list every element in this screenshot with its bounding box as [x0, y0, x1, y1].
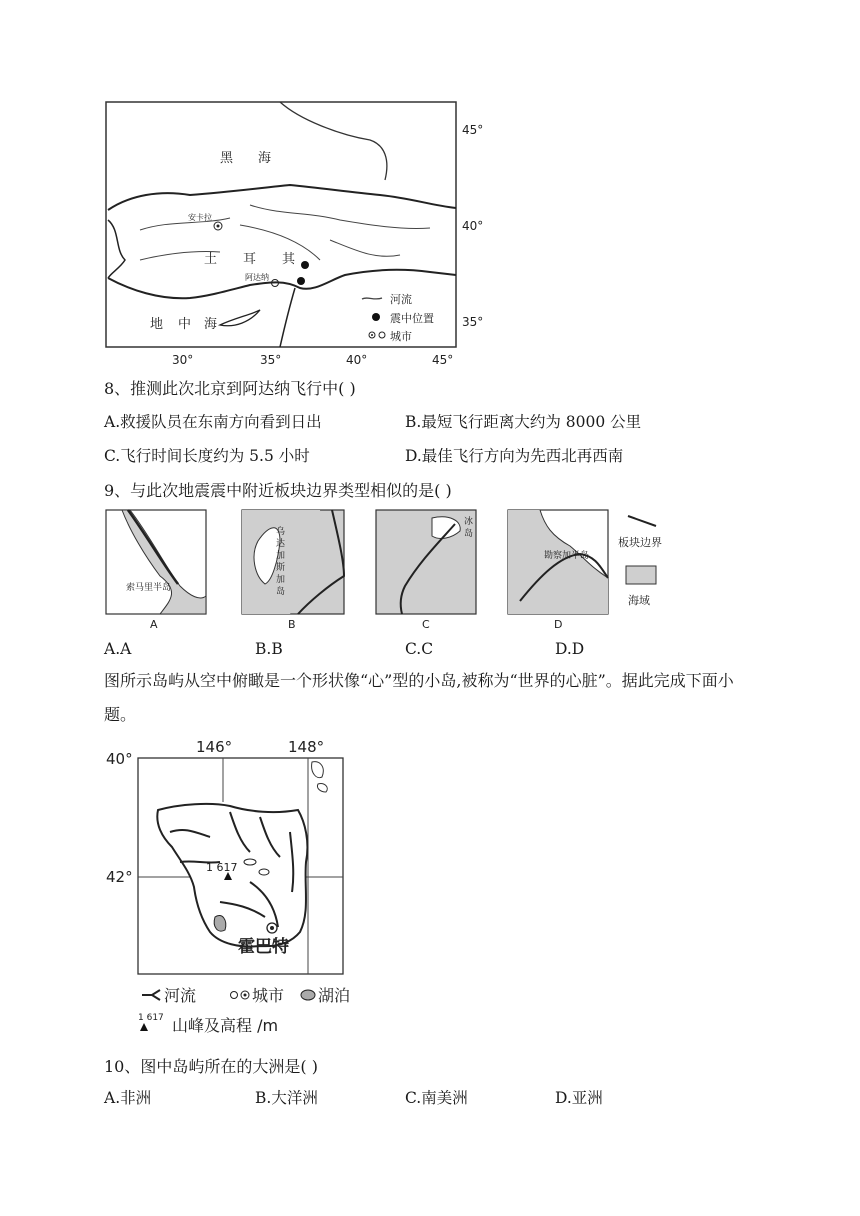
turkey-map [100, 100, 484, 372]
tasmania-map [100, 732, 380, 1040]
label-turkey-1: 土 [204, 252, 218, 267]
q9-option-b[interactable]: B.B [255, 640, 283, 658]
epicenter-marker [297, 277, 305, 285]
label-hobart: 霍巴特 [238, 937, 289, 957]
lon-35: 35° [260, 353, 282, 367]
label-turkey-2: 耳 [243, 252, 257, 267]
legend-city: 城市 [252, 986, 285, 1005]
q8-option-c[interactable]: C.飞行时间长度约为 5.5 小时 [104, 447, 310, 465]
panel-b-text-1: 乌 [276, 527, 286, 537]
label-black-sea-2: 海 [258, 151, 272, 166]
q10-option-c[interactable]: C.南美洲 [405, 1089, 468, 1107]
panel-b-text-4: 斯 [276, 563, 286, 573]
legend-sea: 海域 [628, 594, 650, 607]
panel-b-text-3: 加 [276, 551, 286, 561]
lon-45: 45° [432, 353, 454, 367]
peak-elevation: 1 617 [206, 861, 238, 874]
q10-option-d[interactable]: D.亚洲 [555, 1089, 603, 1107]
q9-stem: 9、与此次地震震中附近板块边界类型相似的是( ) [104, 481, 452, 500]
lon-146: 146° [196, 738, 233, 756]
panel-c-text-2: 岛 [464, 529, 474, 539]
city-ankara-marker [217, 225, 220, 228]
label-med-sea-1: 地 [150, 317, 164, 332]
map-frame [106, 102, 456, 347]
q8-option-a[interactable]: A.救援队员在东南方向看到日出 [104, 413, 322, 431]
legend-river-symbol [142, 990, 160, 1000]
label-med-sea-3: 海 [204, 317, 218, 332]
panel-b-text-2: 达 [276, 539, 286, 549]
lat-35: 35° [462, 315, 484, 329]
legend-city-symbol [244, 994, 247, 997]
legend-epicenter: 震中位置 [390, 312, 434, 325]
legend-peak: 山峰及高程 /m [172, 1016, 279, 1035]
q9-option-a[interactable]: A.A [104, 640, 132, 658]
q10-stem: 10、图中岛屿所在的大洲是( ) [104, 1057, 318, 1076]
lat-45: 45° [462, 123, 484, 137]
lon-40: 40° [346, 353, 368, 367]
legend-boundary: 板块边界 [618, 536, 662, 549]
panel-b-text-6: 岛 [276, 587, 286, 597]
q8-stem: 8、推测此次北京到阿达纳飞行中( ) [104, 379, 356, 398]
panel-b-label: B [288, 618, 296, 631]
q10-option-b[interactable]: B.大洋洲 [255, 1089, 318, 1107]
q10-option-a[interactable]: A.非洲 [104, 1089, 152, 1107]
panel-b-text-5: 加 [276, 575, 286, 585]
label-adana: 阿达纳 [245, 273, 269, 282]
panel-d-label: D [554, 618, 563, 631]
panel-a-label: A [150, 618, 158, 631]
intro-paragraph: 图所示岛屿从空中俯瞰是一个形状像“心”型的小岛,被称为“世界的心脏”。据此完成下面小题。 [104, 671, 734, 724]
epicenter-marker [301, 261, 309, 269]
panel-c-label: C [422, 618, 430, 631]
lat-40: 40° [106, 750, 133, 768]
panel-d-text: 勘察加半岛 [544, 551, 590, 561]
legend-lake-symbol [301, 990, 315, 1000]
lon-148: 148° [288, 738, 325, 756]
panel-c-text-1: 冰 [464, 517, 474, 527]
q8-option-d[interactable]: D.最佳飞行方向为先西北再西南 [405, 447, 624, 465]
label-black-sea-1: 黑 [220, 151, 234, 166]
q9-option-c[interactable]: C.C [405, 640, 434, 658]
label-turkey-3: 其 [282, 252, 296, 267]
legend-city: 城市 [390, 330, 412, 343]
legend-peak-value: 1 617 [138, 1013, 164, 1023]
legend-river: 河流 [164, 986, 197, 1005]
legend-sea-symbol [626, 566, 656, 584]
city-hobart-marker [270, 926, 274, 930]
label-med-sea-2: 中 [178, 317, 192, 332]
q8-option-b[interactable]: B.最短飞行距离大约为 8000 公里 [405, 413, 642, 431]
label-ankara: 安卡拉 [188, 213, 212, 222]
legend-lake: 湖泊 [318, 986, 351, 1005]
legend-epicenter-symbol [372, 313, 380, 321]
panel-a-text: 索马里半岛 [126, 583, 172, 593]
legend-boundary-symbol [628, 516, 656, 526]
legend-river: 河流 [390, 293, 412, 306]
lat-42: 42° [106, 868, 133, 886]
plate-boundary-panels [100, 506, 690, 632]
legend-peak-symbol [140, 1023, 148, 1031]
lat-40: 40° [462, 219, 484, 233]
panel-c [376, 510, 476, 614]
lon-30: 30° [172, 353, 194, 367]
q9-option-d[interactable]: D.D [555, 640, 585, 658]
